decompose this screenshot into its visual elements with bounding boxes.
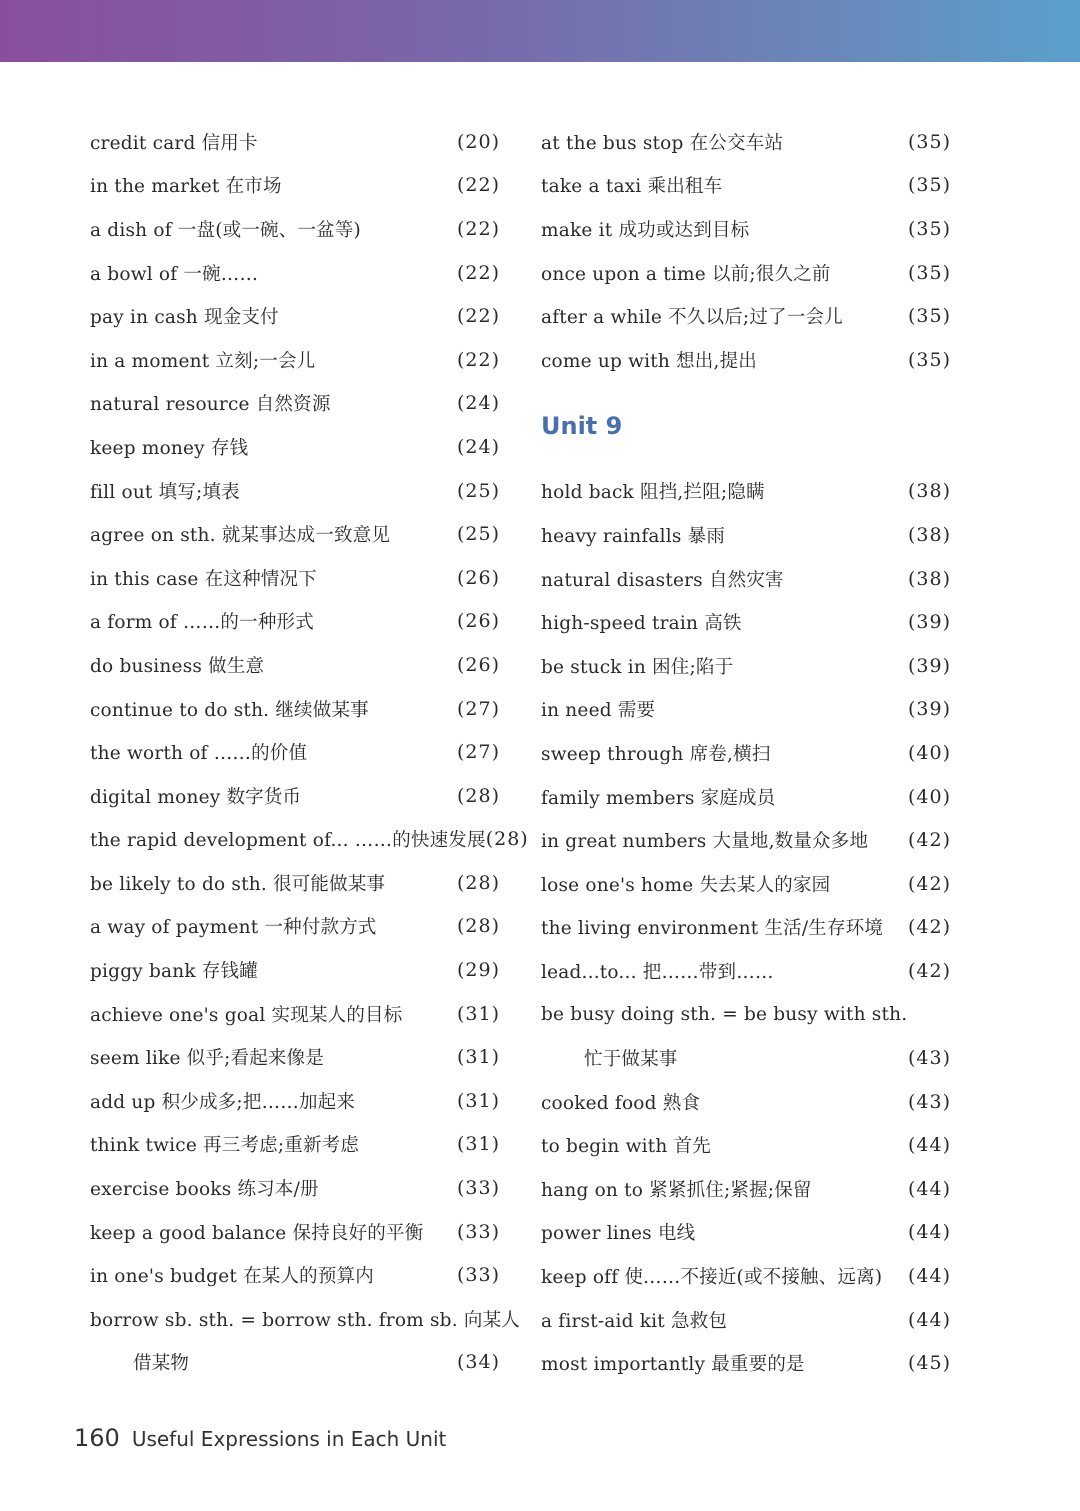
expression-text: 忙于做某事	[584, 1049, 678, 1071]
page-reference: (44)	[907, 1177, 951, 1200]
page-reference: (25)	[456, 479, 500, 502]
page-reference: (38)	[907, 523, 951, 546]
expression-text: continue to do sth. 继续做某事	[90, 699, 369, 721]
expression-row	[90, 1166, 500, 1210]
expression-row	[90, 600, 500, 644]
expression-row	[541, 688, 951, 732]
page-reference: (22)	[456, 217, 500, 240]
expression-text: seem like 似乎;看起来像是	[90, 1048, 325, 1070]
page-reference: (22)	[456, 261, 500, 284]
expression-text: 借某物	[133, 1353, 190, 1375]
expression-row	[541, 1123, 951, 1167]
expression-text: the rapid development of... ……的快速发展	[90, 830, 486, 852]
expression-text: a way of payment 一种付款方式	[90, 917, 377, 939]
expression-row	[90, 905, 500, 949]
expression-row	[541, 120, 951, 164]
page-reference: (22)	[456, 305, 500, 328]
expression-text: in need 需要	[541, 700, 656, 722]
expression-text: a dish of 一盘(或一碗、一盆等)	[90, 219, 361, 241]
expression-text: add up 积少成多;把……加起来	[90, 1091, 356, 1113]
expression-text: a bowl of 一碗……	[90, 263, 259, 285]
page-reference: (27)	[456, 741, 500, 764]
expression-text: keep off 使……不接近(或不接触、远离)	[541, 1267, 883, 1289]
expression-text: once upon a time 以前;很久之前	[541, 263, 831, 285]
expression-row	[541, 470, 951, 514]
expression-text: family members 家庭成员	[541, 787, 776, 809]
expression-row	[541, 775, 951, 819]
page-reference: (25)	[456, 523, 500, 546]
expression-text: piggy bank 存钱罐	[90, 961, 258, 983]
page-reference: (31)	[456, 1046, 500, 1069]
expression-row	[90, 730, 500, 774]
page-reference: (44)	[907, 1308, 951, 1331]
expression-text: exercise books 练习本/册	[90, 1179, 319, 1201]
page-reference: (44)	[907, 1265, 951, 1288]
expression-row	[541, 731, 951, 775]
expression-text: at the bus stop 在公交车站	[541, 132, 784, 154]
page-reference: (42)	[907, 829, 951, 852]
expression-row	[90, 774, 500, 818]
expression-row	[541, 294, 951, 338]
right-column-bottom	[541, 470, 951, 1385]
page-reference: (28)	[456, 784, 500, 807]
footer-title: Useful Expressions in Each Unit	[131, 1427, 447, 1451]
expression-row	[90, 1253, 500, 1297]
expression-text: most importantly 最重要的是	[541, 1354, 805, 1376]
expression-row	[90, 1123, 500, 1167]
page-reference: (38)	[907, 480, 951, 503]
page-reference: (42)	[907, 959, 951, 982]
expression-row	[90, 512, 500, 556]
expression-row	[541, 862, 951, 906]
expression-row	[90, 992, 500, 1036]
page-reference: (31)	[456, 1002, 500, 1025]
page-reference: (45)	[907, 1352, 951, 1375]
expression-row	[541, 557, 951, 601]
page-reference: (20)	[456, 130, 500, 153]
expression-text: hold back 阻挡,拦阻;隐瞒	[541, 482, 765, 504]
expression-text: digital money 数字货币	[90, 786, 302, 808]
expression-row	[90, 251, 500, 295]
page-reference: (33)	[456, 1264, 500, 1287]
expression-text: natural resource 自然资源	[90, 394, 331, 416]
expression-text: hang on to 紧紧抓住;紧握;保留	[541, 1179, 812, 1201]
expression-row	[541, 1298, 951, 1342]
expression-text: a first-aid kit 急救包	[541, 1310, 728, 1332]
expression-row	[541, 1254, 951, 1298]
expression-text: in this case 在这种情况下	[90, 568, 317, 590]
expression-row	[541, 993, 951, 1037]
page-reference: (38)	[907, 567, 951, 590]
page-reference: (35)	[907, 305, 951, 328]
expression-text: be likely to do sth. 很可能做某事	[90, 873, 386, 895]
expression-row	[90, 207, 500, 251]
page-reference: (22)	[456, 174, 500, 197]
expression-row	[541, 818, 951, 862]
expression-text: take a taxi 乘出租车	[541, 176, 723, 198]
expression-text: fill out 填写;填表	[90, 481, 240, 503]
page-reference: (39)	[907, 611, 951, 634]
page-reference: (44)	[907, 1134, 951, 1157]
page-reference: (42)	[907, 916, 951, 939]
expression-text: high-speed train 高铁	[541, 613, 742, 635]
page-reference: (28)	[456, 871, 500, 894]
page-number: 160	[74, 1424, 120, 1452]
expression-row	[541, 644, 951, 688]
page-reference: (34)	[456, 1351, 500, 1374]
page-reference: (31)	[456, 1133, 500, 1156]
right-column-top	[541, 120, 951, 382]
expression-row	[90, 1341, 500, 1385]
right-column	[541, 120, 951, 1385]
page-reference: (27)	[456, 697, 500, 720]
expression-text: in great numbers 大量地,数量众多地	[541, 831, 869, 853]
page-reference: (39)	[907, 698, 951, 721]
expression-row	[90, 1035, 500, 1079]
expression-row	[541, 251, 951, 295]
expression-text: a form of ……的一种形式	[90, 612, 314, 634]
expression-text: in a moment 立刻;一会儿	[90, 350, 316, 372]
expression-row	[90, 164, 500, 208]
expression-row	[541, 1080, 951, 1124]
expression-text: lose one's home 失去某人的家园	[541, 874, 831, 896]
expression-row	[541, 1167, 951, 1211]
page-reference: (26)	[456, 566, 500, 589]
expression-row	[90, 120, 500, 164]
expression-text: keep money 存钱	[90, 437, 249, 459]
expression-row	[541, 1036, 951, 1080]
expression-text: be busy doing sth. = be busy with sth.	[541, 1003, 908, 1025]
expression-text: power lines 电线	[541, 1223, 696, 1245]
expression-row	[541, 513, 951, 557]
expression-row	[541, 338, 951, 382]
expression-text: credit card 信用卡	[90, 132, 258, 154]
expression-row	[90, 1210, 500, 1254]
page-reference: (35)	[907, 130, 951, 153]
page-reference: (29)	[456, 959, 500, 982]
expression-row	[541, 207, 951, 251]
expression-row	[90, 643, 500, 687]
expression-row	[541, 164, 951, 208]
expression-row	[541, 600, 951, 644]
page-reference: (26)	[456, 653, 500, 676]
page-reference: (33)	[456, 1177, 500, 1200]
expression-text: cooked food 熟食	[541, 1092, 701, 1114]
expression-text: keep a good balance 保持良好的平衡	[90, 1222, 424, 1244]
page-reference: (24)	[456, 392, 500, 415]
expression-row	[90, 948, 500, 992]
expression-row	[541, 1211, 951, 1255]
page-reference: (31)	[456, 1089, 500, 1112]
expression-text: after a while 不久以后;过了一会儿	[541, 307, 843, 329]
expression-text: the living environment 生活/生存环境	[541, 918, 884, 940]
expression-text: borrow sb. sth. = borrow sth. from sb. 向某人	[90, 1309, 520, 1331]
expression-row	[90, 1079, 500, 1123]
expression-text: to begin with 首先	[541, 1136, 711, 1158]
expression-row	[90, 818, 529, 862]
expression-text: heavy rainfalls 暴雨	[541, 525, 726, 547]
expression-text: the worth of ……的价值	[90, 743, 308, 765]
expression-text: agree on sth. 就某事达成一致意见	[90, 525, 391, 547]
expression-text: make it 成功或达到目标	[541, 219, 750, 241]
expression-row	[90, 382, 500, 426]
page-reference: (39)	[907, 654, 951, 677]
page-reference: (42)	[907, 872, 951, 895]
expression-text: sweep through 席卷,横扫	[541, 743, 771, 765]
page-reference: (35)	[907, 261, 951, 284]
page-reference: (43)	[907, 1047, 951, 1070]
unit-heading: Unit 9	[541, 411, 623, 440]
page-reference: (24)	[456, 435, 500, 458]
expression-row	[90, 1297, 520, 1341]
expression-text: natural disasters 自然灾害	[541, 569, 784, 591]
expression-row	[90, 425, 500, 469]
expression-row	[90, 861, 500, 905]
page-reference: (43)	[907, 1090, 951, 1113]
top-banner	[0, 0, 1080, 62]
page-reference: (26)	[456, 610, 500, 633]
expression-row	[90, 556, 500, 600]
expression-text: achieve one's goal 实现某人的目标	[90, 1004, 403, 1026]
expression-row	[541, 949, 951, 993]
page-reference: (35)	[907, 348, 951, 371]
expression-row	[90, 469, 500, 513]
expression-text: in one's budget 在某人的预算内	[90, 1266, 374, 1288]
expression-text: be stuck in 困住;陷于	[541, 656, 734, 678]
expression-text: lead...to... 把……带到……	[541, 961, 774, 983]
page-reference: (33)	[456, 1220, 500, 1243]
page-reference: (35)	[907, 217, 951, 240]
page-reference: (28)	[456, 915, 500, 938]
page-reference: (28)	[485, 828, 529, 851]
page-reference: (40)	[907, 785, 951, 808]
expression-row	[90, 687, 500, 731]
expression-text: think twice 再三考虑;重新考虑	[90, 1135, 360, 1157]
expression-text: pay in cash 现金支付	[90, 307, 279, 329]
page-reference: (40)	[907, 741, 951, 764]
expression-text: do business 做生意	[90, 655, 265, 677]
page-reference: (22)	[456, 348, 500, 371]
expression-row	[541, 906, 951, 950]
page-reference: (44)	[907, 1221, 951, 1244]
expression-text: come up with 想出,提出	[541, 350, 757, 372]
expression-text: in the market 在市场	[90, 176, 282, 198]
expression-row	[90, 294, 500, 338]
page-footer	[74, 1424, 446, 1452]
expression-row	[541, 1341, 951, 1385]
page-reference: (35)	[907, 174, 951, 197]
left-column	[90, 120, 529, 1384]
expression-row	[90, 338, 500, 382]
